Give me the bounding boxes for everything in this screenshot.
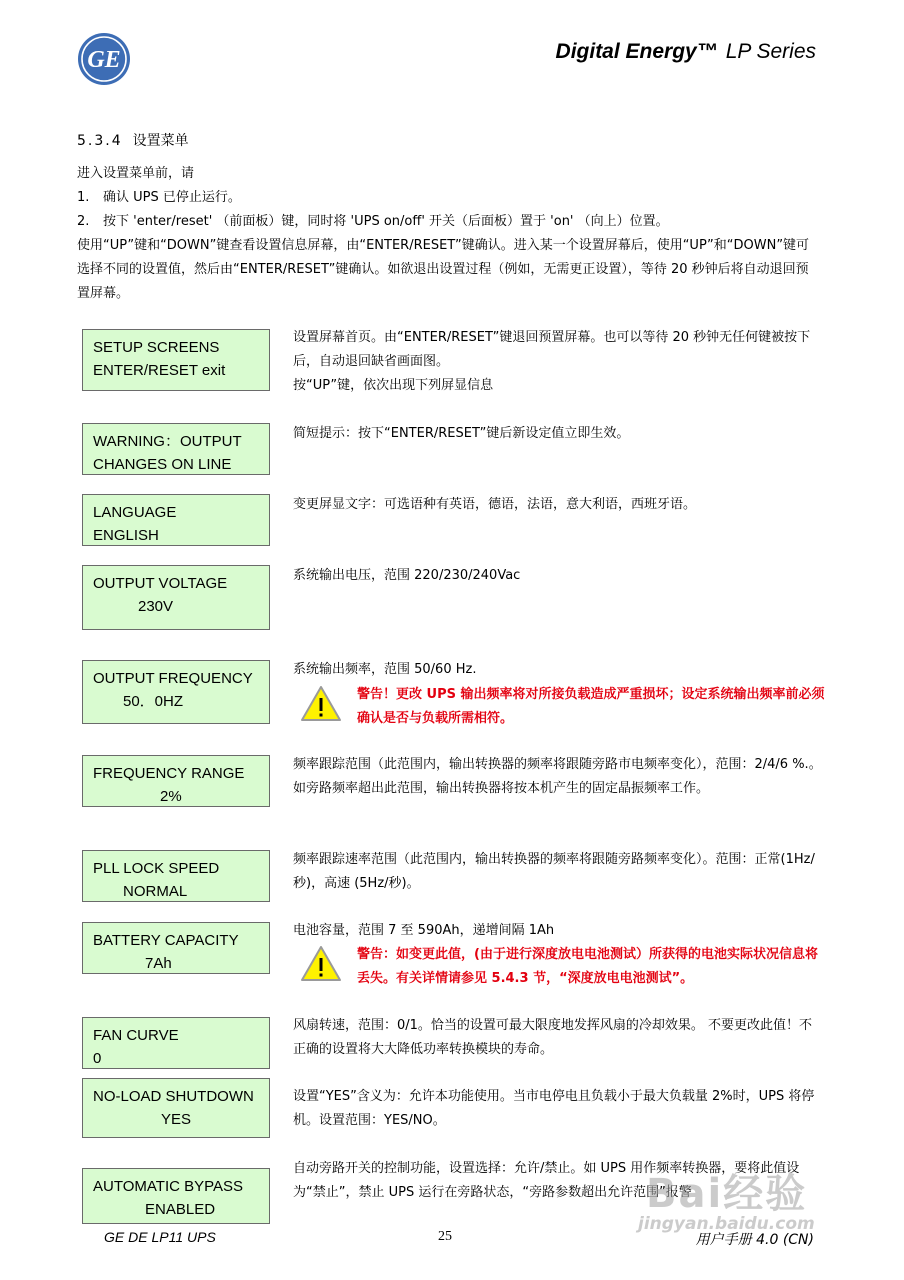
lcd-no-load-shutdown: NO-LOAD SHUTDOWN YES: [82, 1078, 270, 1138]
lcd-frequency-range: FREQUENCY RANGE 2%: [82, 755, 270, 807]
warning-icon: [300, 945, 342, 983]
desc-battery-capacity: 电池容量，范围 7 至 590Ah，递增间隔 1Ah: [293, 923, 555, 938]
warning-output-frequency: 警告！更改 UPS 输出频率将对所接负载造成严重损坏；设定系统输出频率前必须确认是否与负载所需相符。: [300, 683, 825, 731]
footer-product: GE DE LP11 UPS: [104, 1229, 216, 1245]
desc-language: 变更屏显文字：可选语种有英语，德语，法语，意大利语，西班牙语。: [293, 497, 697, 512]
footer-manual: 用户手册 4.0 (CN): [695, 1232, 814, 1248]
desc-pll-lock-speed: 频率跟踪速率范围（此范围内，输出转换器的频率将跟随旁路频率变化）。范围：正常(1Hz/秒)，高速 (5Hz/秒)。: [293, 852, 815, 891]
lcd-setup-screens: SETUP SCREENS ENTER/RESET exit: [82, 329, 270, 391]
brand-name: Digital Energy™: [555, 40, 718, 63]
desc-frequency-range: 频率跟踪范围（此范围内，输出转换器的频率将跟随旁路市电频率变化），范围：2/4/6 %.。 如旁路频率超出此范围，输出转换器将按本机产生的固定晶振频率工作。: [293, 757, 822, 796]
lcd-language: LANGUAGE ENGLISH: [82, 494, 270, 546]
watermark-url: jingyan.baidu.com: [638, 1214, 815, 1234]
desc-setup-screens: 设置屏幕首页。由“ENTER/RESET”键退回预置屏幕。也可以等待 20 秒钟无任何键被按下后，自动退回缺省画面图。 按“UP”键，依次出现下列屏显信息: [293, 330, 811, 393]
lcd-warning-output: WARNING：OUTPUT CHANGES ON LINE: [82, 423, 270, 475]
desc-fan-curve: 风扇转速，范围：0/1。恰当的设置可最大限度地发挥风扇的冷却效果。 不要更改此值！不正确的设置将大大降低功率转换模块的寿命。: [293, 1018, 813, 1057]
lcd-output-frequency: OUTPUT FREQUENCY 50．0HZ: [82, 660, 270, 724]
section-heading: [77, 130, 189, 150]
intro-text: [77, 162, 817, 306]
desc-automatic-bypass: 自动旁路开关的控制功能，设置选择：允许/禁止。如 UPS 用作频率转换器，要将此值设为“禁止”，禁止 UPS 运行在旁路状态，“旁路参数超出允许范围”报警: [293, 1161, 800, 1200]
brand-series: LP Series: [725, 40, 816, 63]
warning-battery-capacity: 警告：如变更此值，(由于进行深度放电电池测试）所获得的电池实际状况信息将丢失。有关详情请参见 5.4.3 节，“深度放电电池测试”。: [300, 943, 825, 991]
intro-paragraph: 使用“UP”键和“DOWN”键查看设置信息屏幕，由“ENTER/RESET”键确认。进入某一个设置屏幕后，使用“UP”和“DOWN”键可选择不同的设置值，然后由“ENTER/RESET”键确认。如欲退出设置过程（例如，无需更正设置），等待 20 秒钟后将自动退回预置屏幕。: [77, 238, 810, 301]
desc-warning-output: 简短提示：按下“ENTER/RESET”键后新设定值立即生效。: [293, 426, 630, 441]
intro-item-2: 2. 按下 'enter/reset' （前面板）键，同时将 'UPS on/off' 开关（后面板）置于 'on' （向上）位置。: [77, 214, 669, 229]
footer-page-number: 25: [438, 1229, 452, 1244]
lcd-output-voltage: OUTPUT VOLTAGE 230V: [82, 565, 270, 630]
desc-no-load-shutdown: 设置“YES”含义为：允许本功能使用。当市电停电且负载小于最大负载量 2%时，UPS 将停机。设置范围：YES/NO。: [293, 1089, 815, 1128]
desc-output-frequency: 系统输出频率，范围 50/60 Hz.: [293, 662, 477, 677]
watermark-logo: Bai经验: [646, 1171, 808, 1217]
ge-logo: [77, 32, 131, 86]
brand-title: [556, 40, 816, 64]
intro-line: 进入设置菜单前，请: [77, 166, 195, 181]
svg-text:GE: GE: [87, 47, 121, 73]
lcd-battery-capacity: BATTERY CAPACITY 7Ah: [82, 922, 270, 974]
section-title: 设置菜单: [132, 133, 189, 149]
intro-item-1: 1. 确认 UPS 已停止运行。: [77, 190, 241, 205]
warning-icon: [300, 685, 342, 723]
lcd-automatic-bypass: AUTOMATIC BYPASS ENABLED: [82, 1168, 270, 1224]
lcd-fan-curve: FAN CURVE 0: [82, 1017, 270, 1069]
section-number: 5.3.4: [77, 133, 123, 149]
lcd-pll-lock-speed: PLL LOCK SPEED NORMAL: [82, 850, 270, 902]
desc-output-voltage: 系统输出电压，范围 220/230/240Vac: [293, 568, 521, 583]
